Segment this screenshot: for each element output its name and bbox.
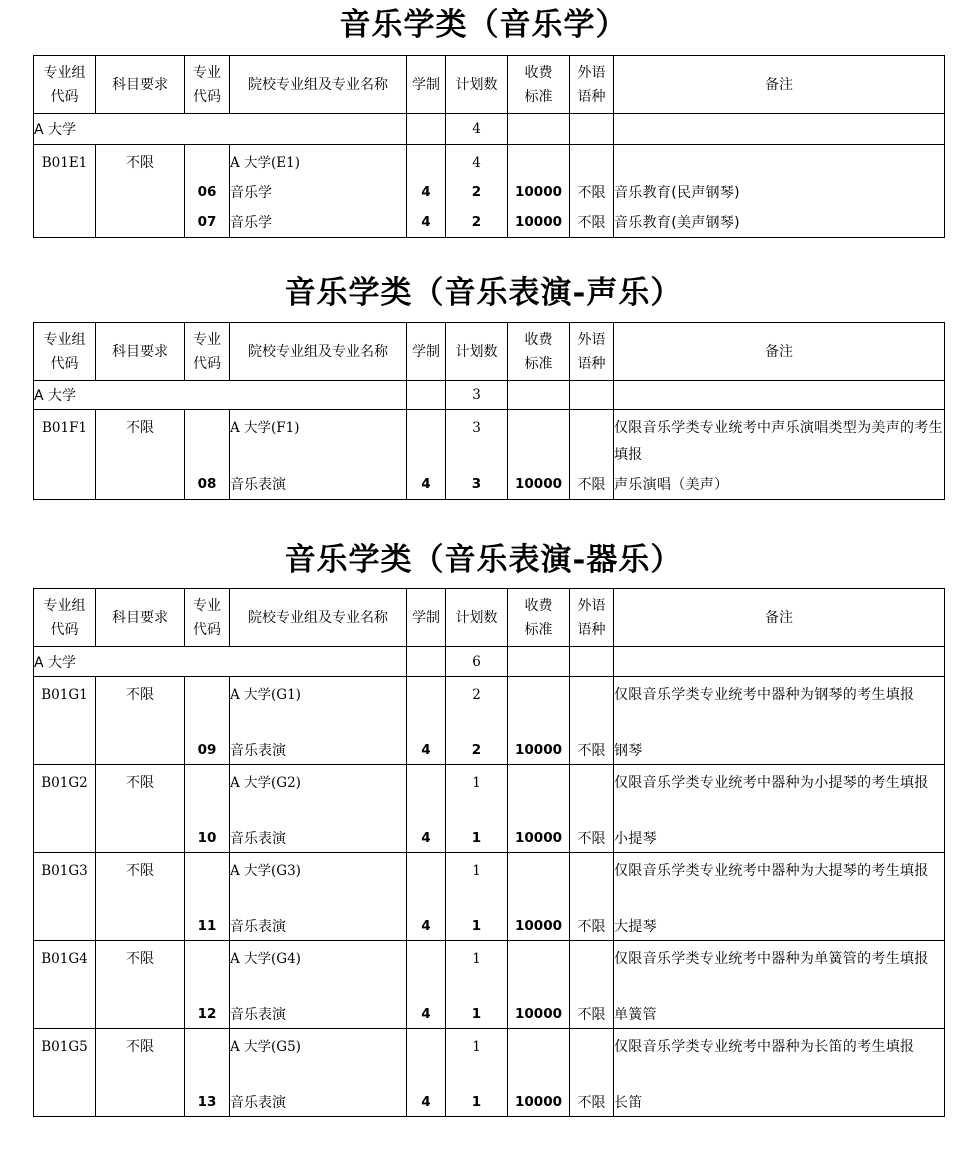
major-row: [34, 207, 945, 237]
header-text: 代码: [50, 621, 79, 638]
group-name: A 大学(E1): [230, 145, 407, 178]
school-row: [34, 114, 945, 145]
major-fee: 10000: [508, 737, 570, 765]
header-text: 标准: [524, 88, 553, 105]
group-lang: [570, 410, 614, 470]
major-group-code: [34, 825, 96, 853]
group-note: 仅限音乐学类专业统考中器种为单簧管的考生填报: [614, 941, 945, 1001]
major-group-code: [34, 737, 96, 765]
group-lang: [570, 853, 614, 913]
header-text: 代码: [50, 88, 79, 105]
header-row: [34, 589, 945, 647]
group-major-code: [185, 410, 230, 470]
group-plan: 4: [446, 145, 508, 178]
header-note: 备注: [614, 56, 945, 114]
school-row: [34, 381, 945, 410]
major-code: 11: [185, 913, 230, 941]
major-group-code: [34, 207, 96, 237]
major-plan: 1: [446, 825, 508, 853]
group-row: [34, 765, 945, 825]
header-text: 外语: [577, 597, 606, 614]
group-note: 仅限音乐学类专业统考中器种为长笛的考生填报: [614, 1029, 945, 1089]
major-fee: 10000: [508, 177, 570, 207]
group-fee: [508, 765, 570, 825]
major-name: 音乐表演: [230, 470, 407, 500]
group-lang: [570, 677, 614, 737]
major-subject-req: [96, 737, 185, 765]
group-major-code: [185, 853, 230, 913]
school-lang: [570, 647, 614, 677]
major-group-code: [34, 1001, 96, 1029]
major-row: [34, 825, 945, 853]
major-code: 09: [185, 737, 230, 765]
major-row: [34, 1001, 945, 1029]
major-plan: 1: [446, 1001, 508, 1029]
major-row: [34, 737, 945, 765]
group-fee: [508, 941, 570, 1001]
major-note: 长笛: [614, 1089, 945, 1117]
header-major-code: [185, 323, 230, 381]
header-text: 专业组: [43, 64, 86, 81]
admission-plan-table: [33, 588, 945, 1117]
group-code: B01E1: [34, 145, 96, 178]
group-row: [34, 677, 945, 737]
header-lang: [570, 323, 614, 381]
major-plan: 2: [446, 737, 508, 765]
major-note: 大提琴: [614, 913, 945, 941]
group-fee: [508, 410, 570, 470]
major-plan: 2: [446, 207, 508, 237]
group-fee: [508, 677, 570, 737]
major-fee: 10000: [508, 207, 570, 237]
major-years: 4: [407, 737, 446, 765]
school-note: [614, 381, 945, 410]
group-code: B01G5: [34, 1029, 96, 1089]
header-text: 代码: [50, 355, 79, 372]
group-lang: [570, 941, 614, 1001]
major-code: 08: [185, 470, 230, 500]
group-note: 仅限音乐学类专业统考中声乐演唱类型为美声的考生填报: [614, 410, 945, 470]
header-text: 代码: [193, 621, 221, 638]
header-years: 学制: [407, 589, 446, 647]
header-row: [34, 56, 945, 114]
header-lang: [570, 56, 614, 114]
header-text: 外语: [577, 331, 606, 348]
header-plan: 计划数: [446, 589, 508, 647]
major-note: 钢琴: [614, 737, 945, 765]
header-text: 标准: [524, 355, 553, 372]
header-text: 标准: [524, 621, 553, 638]
major-subject-req: [96, 913, 185, 941]
major-subject-req: [96, 825, 185, 853]
major-row: [34, 913, 945, 941]
group-name: A 大学(G5): [230, 1029, 407, 1089]
header-text: 专业组: [43, 597, 86, 614]
major-code: 07: [185, 207, 230, 237]
major-lang: 不限: [570, 913, 614, 941]
group-name: A 大学(G3): [230, 853, 407, 913]
school-lang: [570, 381, 614, 410]
header-subject-req: 科目要求: [96, 56, 185, 114]
major-fee: 10000: [508, 913, 570, 941]
major-lang: 不限: [570, 1001, 614, 1029]
subject-requirement: 不限: [96, 765, 185, 825]
group-code: B01F1: [34, 410, 96, 470]
major-years: 4: [407, 1001, 446, 1029]
admission-plan-table: [33, 322, 945, 500]
header-fee: [508, 323, 570, 381]
header-text: 语种: [577, 355, 606, 372]
group-years: [407, 941, 446, 1001]
group-plan: 3: [446, 410, 508, 470]
header-fee: [508, 589, 570, 647]
header-major-code: [185, 56, 230, 114]
major-lang: 不限: [570, 207, 614, 237]
header-text: 专业: [193, 64, 221, 81]
header-text: 收费: [524, 597, 553, 614]
group-plan: 1: [446, 941, 508, 1001]
subject-requirement: 不限: [96, 677, 185, 737]
major-subject-req: [96, 1001, 185, 1029]
major-years: 4: [407, 1089, 446, 1117]
group-major-code: [185, 941, 230, 1001]
major-name: 音乐学: [230, 177, 407, 207]
major-fee: 10000: [508, 825, 570, 853]
group-lang: [570, 1029, 614, 1089]
school-name: A 大学: [34, 647, 407, 677]
header-major-code: [185, 589, 230, 647]
major-note: 单簧管: [614, 1001, 945, 1029]
group-fee: [508, 853, 570, 913]
group-name: A 大学(G2): [230, 765, 407, 825]
school-note: [614, 114, 945, 145]
major-note: 音乐教育(美声钢琴): [614, 207, 945, 237]
group-years: [407, 853, 446, 913]
major-code: 06: [185, 177, 230, 207]
header-text: 语种: [577, 621, 606, 638]
group-major-code: [185, 1029, 230, 1089]
school-years: [407, 381, 446, 410]
group-fee: [508, 145, 570, 178]
major-name: 音乐学: [230, 207, 407, 237]
major-name: 音乐表演: [230, 913, 407, 941]
header-group-code: [34, 56, 96, 114]
header-plan: 计划数: [446, 323, 508, 381]
header-name: 院校专业组及专业名称: [230, 56, 407, 114]
group-code: B01G1: [34, 677, 96, 737]
major-name: 音乐表演: [230, 825, 407, 853]
major-row: [34, 470, 945, 500]
header-years: 学制: [407, 323, 446, 381]
header-text: 专业组: [43, 331, 86, 348]
group-lang: [570, 765, 614, 825]
group-note: 仅限音乐学类专业统考中器种为小提琴的考生填报: [614, 765, 945, 825]
group-row: [34, 853, 945, 913]
major-code: 13: [185, 1089, 230, 1117]
group-years: [407, 677, 446, 737]
major-name: 音乐表演: [230, 737, 407, 765]
header-group-code: [34, 323, 96, 381]
header-subject-req: 科目要求: [96, 589, 185, 647]
section-title: 音乐学类（音乐表演-器乐）: [284, 542, 683, 578]
school-plan: 6: [446, 647, 508, 677]
header-group-code: [34, 589, 96, 647]
major-note: 声乐演唱（美声）: [614, 470, 945, 500]
header-row: [34, 323, 945, 381]
major-code: 10: [185, 825, 230, 853]
group-major-code: [185, 765, 230, 825]
school-name: A 大学: [34, 381, 407, 410]
group-years: [407, 765, 446, 825]
group-plan: 2: [446, 677, 508, 737]
major-fee: 10000: [508, 1089, 570, 1117]
school-years: [407, 114, 446, 145]
school-plan: 3: [446, 381, 508, 410]
header-fee: [508, 56, 570, 114]
group-plan: 1: [446, 1029, 508, 1089]
major-group-code: [34, 470, 96, 500]
group-note: [614, 145, 945, 178]
major-plan: 1: [446, 1089, 508, 1117]
group-years: [407, 410, 446, 470]
header-text: 代码: [193, 355, 221, 372]
school-fee: [508, 647, 570, 677]
major-years: 4: [407, 470, 446, 500]
major-plan: 1: [446, 913, 508, 941]
major-name: 音乐表演: [230, 1001, 407, 1029]
admission-plan-table: [33, 55, 945, 238]
major-subject-req: [96, 207, 185, 237]
group-plan: 1: [446, 853, 508, 913]
major-subject-req: [96, 1089, 185, 1117]
major-row: [34, 1089, 945, 1117]
group-major-code: [185, 677, 230, 737]
major-lang: 不限: [570, 470, 614, 500]
header-name: 院校专业组及专业名称: [230, 323, 407, 381]
group-years: [407, 145, 446, 178]
major-lang: 不限: [570, 737, 614, 765]
major-row: [34, 177, 945, 207]
subject-requirement: 不限: [96, 410, 185, 470]
header-text: 收费: [524, 64, 553, 81]
major-note: 小提琴: [614, 825, 945, 853]
group-row: [34, 410, 945, 470]
major-plan: 2: [446, 177, 508, 207]
header-note: 备注: [614, 323, 945, 381]
header-name: 院校专业组及专业名称: [230, 589, 407, 647]
major-subject-req: [96, 177, 185, 207]
group-code: B01G3: [34, 853, 96, 913]
group-name: A 大学(F1): [230, 410, 407, 470]
group-major-code: [185, 145, 230, 178]
school-row: [34, 647, 945, 677]
major-fee: 10000: [508, 1001, 570, 1029]
group-lang: [570, 145, 614, 178]
header-text: 语种: [577, 88, 606, 105]
major-note: 音乐教育(民声钢琴): [614, 177, 945, 207]
school-note: [614, 647, 945, 677]
major-group-code: [34, 913, 96, 941]
major-plan: 3: [446, 470, 508, 500]
subject-requirement: 不限: [96, 853, 185, 913]
school-plan: 4: [446, 114, 508, 145]
major-code: 12: [185, 1001, 230, 1029]
school-years: [407, 647, 446, 677]
school-fee: [508, 381, 570, 410]
major-name: 音乐表演: [230, 1089, 407, 1117]
group-row: [34, 1029, 945, 1089]
group-row: [34, 145, 945, 178]
major-lang: 不限: [570, 177, 614, 207]
major-lang: 不限: [570, 825, 614, 853]
group-note: 仅限音乐学类专业统考中器种为大提琴的考生填报: [614, 853, 945, 913]
group-code: B01G2: [34, 765, 96, 825]
group-years: [407, 1029, 446, 1089]
major-subject-req: [96, 470, 185, 500]
group-plan: 1: [446, 765, 508, 825]
group-note: 仅限音乐学类专业统考中器种为钢琴的考生填报: [614, 677, 945, 737]
major-years: 4: [407, 913, 446, 941]
group-fee: [508, 1029, 570, 1089]
subject-requirement: 不限: [96, 1029, 185, 1089]
major-years: 4: [407, 825, 446, 853]
section-title: 音乐学类（音乐表演-声乐）: [284, 275, 683, 311]
section-title: 音乐学类（音乐学）: [339, 7, 628, 43]
group-code: B01G4: [34, 941, 96, 1001]
major-years: 4: [407, 207, 446, 237]
major-group-code: [34, 1089, 96, 1117]
subject-requirement: 不限: [96, 941, 185, 1001]
school-name: A 大学: [34, 114, 407, 145]
header-lang: [570, 589, 614, 647]
major-lang: 不限: [570, 1089, 614, 1117]
major-group-code: [34, 177, 96, 207]
school-lang: [570, 114, 614, 145]
major-fee: 10000: [508, 470, 570, 500]
group-name: A 大学(G1): [230, 677, 407, 737]
major-years: 4: [407, 177, 446, 207]
header-text: 收费: [524, 331, 553, 348]
header-text: 代码: [193, 88, 221, 105]
subject-requirement: 不限: [96, 145, 185, 178]
header-text: 专业: [193, 331, 221, 348]
header-plan: 计划数: [446, 56, 508, 114]
header-years: 学制: [407, 56, 446, 114]
header-subject-req: 科目要求: [96, 323, 185, 381]
group-row: [34, 941, 945, 1001]
header-text: 外语: [577, 64, 606, 81]
school-fee: [508, 114, 570, 145]
header-note: 备注: [614, 589, 945, 647]
header-text: 专业: [193, 597, 221, 614]
group-name: A 大学(G4): [230, 941, 407, 1001]
